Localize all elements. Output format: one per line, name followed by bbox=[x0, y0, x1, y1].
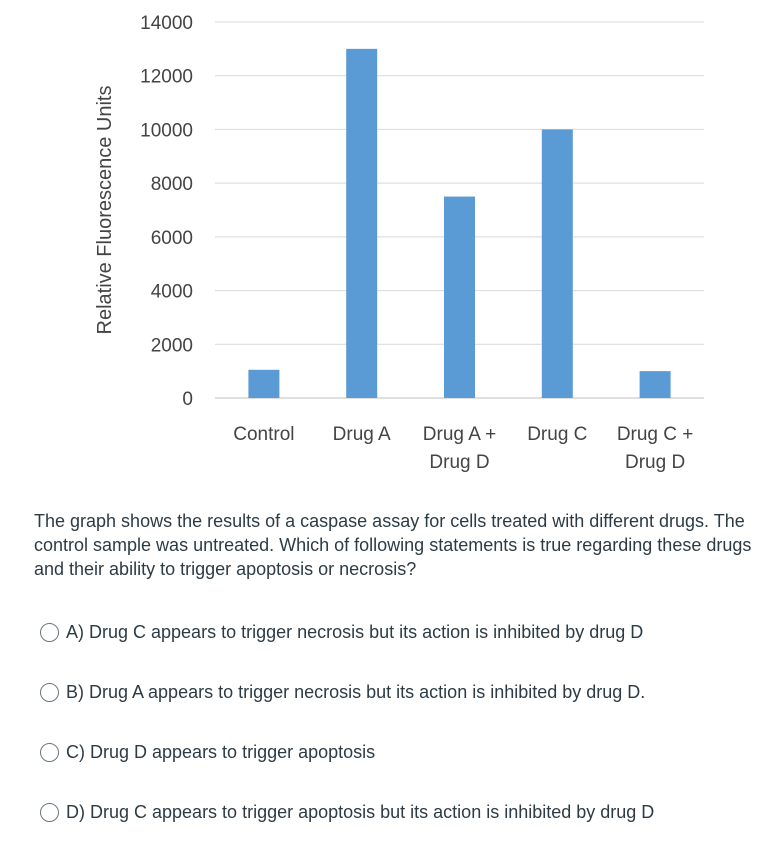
x-tick-label: Control bbox=[233, 424, 295, 445]
x-tick-label: Drug D bbox=[429, 452, 490, 473]
answer-option-a[interactable] bbox=[40, 617, 760, 647]
x-tick-label: Drug D bbox=[625, 452, 686, 473]
y-tick-label: 10000 bbox=[140, 120, 193, 142]
y-tick-label: 2000 bbox=[150, 335, 193, 357]
bar bbox=[542, 129, 573, 398]
radio-button[interactable] bbox=[40, 623, 59, 642]
y-tick-label: 8000 bbox=[150, 174, 193, 196]
x-tick-labels bbox=[233, 424, 693, 473]
radio-button[interactable] bbox=[40, 683, 59, 702]
x-tick-label: Drug A + bbox=[422, 424, 497, 445]
y-axis-label: Relative Fluorescence Units bbox=[94, 85, 116, 335]
bar bbox=[346, 49, 377, 398]
y-tick-label: 12000 bbox=[140, 66, 193, 88]
x-tick-label: Drug C bbox=[527, 424, 588, 445]
answer-label: A) Drug C appears to trigger necrosis but its action is inhibited by drug D bbox=[66, 621, 644, 642]
question-text: The graph shows the results of a caspase assay for cells treated with different drugs. The control sample was untreated. Which of following statements is true regarding these drugs and their ability to trigger apoptosis or necrosis? bbox=[34, 511, 752, 579]
bar bbox=[444, 197, 475, 398]
y-tick-label: 4000 bbox=[150, 281, 193, 303]
y-tick-label: 0 bbox=[182, 389, 193, 410]
radio-button[interactable] bbox=[40, 743, 59, 762]
y-tick-labels bbox=[140, 13, 193, 410]
answer-option-c[interactable] bbox=[40, 737, 760, 767]
bars bbox=[248, 49, 670, 398]
radio-button[interactable] bbox=[40, 803, 59, 822]
y-tick-label: 6000 bbox=[150, 227, 193, 249]
bar bbox=[640, 371, 671, 398]
answer-label: B) Drug A appears to trigger necrosis but its action is inhibited by drug D. bbox=[66, 681, 646, 702]
answer-option-d[interactable] bbox=[40, 797, 760, 827]
answer-option-b[interactable] bbox=[40, 677, 760, 707]
answer-label: C) Drug D appears to trigger apoptosis bbox=[66, 741, 376, 762]
y-tick-label: 14000 bbox=[140, 13, 193, 34]
x-tick-label: Drug C + bbox=[616, 424, 694, 445]
answer-label: D) Drug C appears to trigger apoptosis but its action is inhibited by drug D bbox=[66, 801, 655, 822]
answer-options bbox=[40, 617, 760, 857]
bar bbox=[248, 370, 279, 398]
x-tick-label: Drug A bbox=[332, 424, 391, 445]
